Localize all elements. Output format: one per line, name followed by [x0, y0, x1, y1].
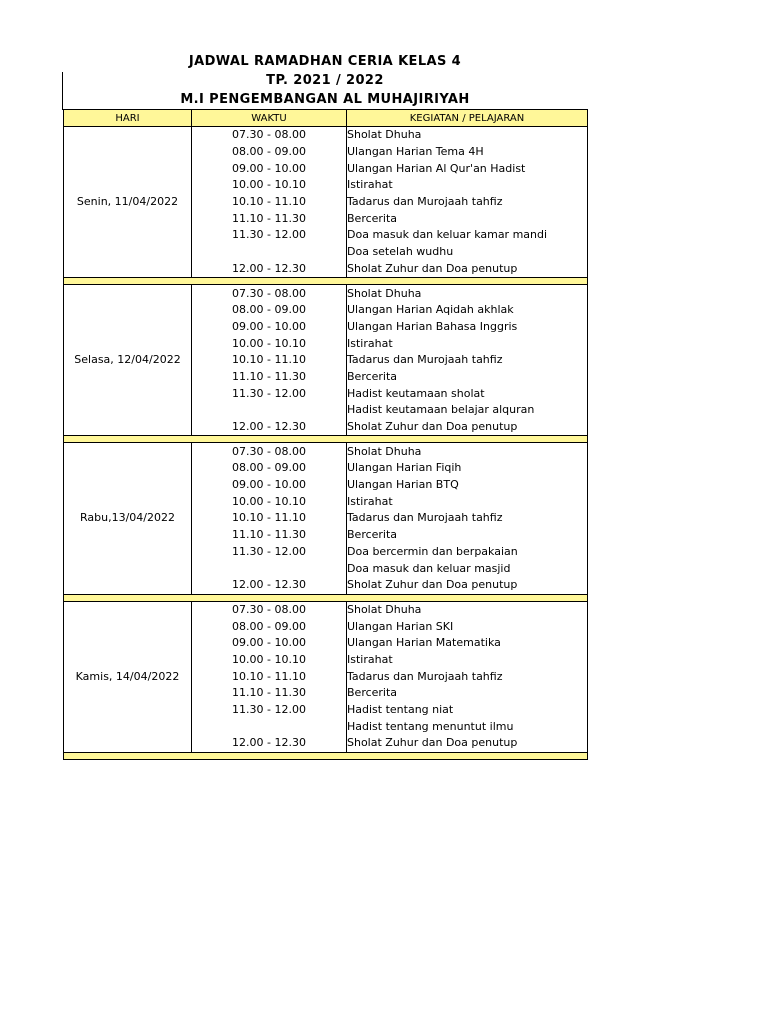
time-cell: 08.00 - 09.00 [192, 460, 347, 477]
table-header-row [64, 110, 588, 127]
time-cell: 07.30 - 08.00 [192, 127, 347, 144]
time-cell: 11.10 - 11.30 [192, 369, 347, 386]
activity-cell: Ulangan Harian Fiqih [347, 460, 588, 477]
activity-cell: Ulangan Harian Bahasa Inggris [347, 319, 588, 336]
time-cell: 09.00 - 10.00 [192, 635, 347, 652]
title-line-1: JADWAL RAMADHAN CERIA KELAS 4 [188, 54, 462, 69]
activity-cell: Istirahat [347, 335, 588, 352]
time-cell: 10.10 - 11.10 [192, 352, 347, 369]
activity-cell: Sholat Zuhur dan Doa penutup [347, 419, 588, 436]
activity-cell: Hadist keutamaan belajar alquran [347, 402, 588, 419]
activity-cell: Doa masuk dan keluar masjid [347, 560, 588, 577]
activity-cell: Tadarus dan Murojaah tahfiz [347, 352, 588, 369]
activity-cell: Ulangan Harian Matematika [347, 635, 588, 652]
time-cell [192, 244, 347, 261]
time-cell: 11.10 - 11.30 [192, 527, 347, 544]
activity-cell: Istirahat [347, 493, 588, 510]
day-separator-row [64, 436, 588, 443]
time-cell: 07.30 - 08.00 [192, 601, 347, 618]
time-cell: 12.00 - 12.30 [192, 577, 347, 594]
activity-cell: Doa masuk dan keluar kamar mandi [347, 227, 588, 244]
time-cell: 10.00 - 10.10 [192, 652, 347, 669]
title-line-2: TP. 2021 / 2022 [266, 73, 384, 88]
time-cell: 11.10 - 11.30 [192, 210, 347, 227]
column-header-kegiatan: KEGIATAN / PELAJARAN [347, 110, 588, 127]
activity-cell: Bercerita [347, 527, 588, 544]
activity-cell: Sholat Dhuha [347, 127, 588, 144]
time-cell: 09.00 - 10.00 [192, 319, 347, 336]
time-cell [192, 402, 347, 419]
time-cell: 07.30 - 08.00 [192, 285, 347, 302]
time-cell [192, 560, 347, 577]
title-line-3: M.I PENGEMBANGAN AL MUHAJIRIYAH [180, 92, 470, 107]
activity-cell: Sholat Dhuha [347, 285, 588, 302]
activity-cell: Ulangan Harian Aqidah akhlak [347, 302, 588, 319]
activity-cell: Bercerita [347, 369, 588, 386]
column-header-hari: HARI [64, 110, 192, 127]
activity-cell: Ulangan Harian Al Qur'an Hadist [347, 160, 588, 177]
time-cell: 11.30 - 12.00 [192, 702, 347, 719]
day-cell: Selasa, 12/04/2022 [64, 285, 192, 436]
activity-cell: Sholat Dhuha [347, 601, 588, 618]
table-row [64, 443, 588, 460]
separator-cell [64, 752, 588, 759]
activity-cell: Hadist keutamaan sholat [347, 385, 588, 402]
left-border-line [62, 72, 63, 110]
time-cell [192, 718, 347, 735]
time-cell: 10.00 - 10.10 [192, 335, 347, 352]
day-cell: Kamis, 14/04/2022 [64, 601, 192, 752]
time-cell: 11.30 - 12.00 [192, 544, 347, 561]
time-cell: 11.30 - 12.00 [192, 227, 347, 244]
activity-cell: Sholat Zuhur dan Doa penutup [347, 577, 588, 594]
schedule-table [63, 109, 588, 760]
time-cell: 08.00 - 09.00 [192, 302, 347, 319]
time-cell: 11.30 - 12.00 [192, 385, 347, 402]
time-cell: 12.00 - 12.30 [192, 735, 347, 752]
time-cell: 10.00 - 10.10 [192, 493, 347, 510]
activity-cell: Sholat Zuhur dan Doa penutup [347, 735, 588, 752]
activity-cell: Doa setelah wudhu [347, 244, 588, 261]
activity-cell: Tadarus dan Murojaah tahfiz [347, 668, 588, 685]
activity-cell: Ulangan Harian Tema 4H [347, 144, 588, 161]
day-separator-row [64, 278, 588, 285]
column-header-waktu: WAKTU [192, 110, 347, 127]
activity-cell: Hadist tentang niat [347, 702, 588, 719]
time-cell: 10.10 - 11.10 [192, 668, 347, 685]
time-cell: 10.00 - 10.10 [192, 177, 347, 194]
day-cell: Rabu,13/04/2022 [64, 443, 192, 594]
activity-cell: Ulangan Harian SKI [347, 618, 588, 635]
activity-cell: Sholat Dhuha [347, 443, 588, 460]
time-cell: 12.00 - 12.30 [192, 261, 347, 278]
time-cell: 09.00 - 10.00 [192, 160, 347, 177]
activity-cell: Tadarus dan Murojaah tahfiz [347, 510, 588, 527]
activity-cell: Bercerita [347, 685, 588, 702]
separator-cell [64, 278, 588, 285]
activity-cell: Doa bercermin dan berpakaian [347, 544, 588, 561]
activity-cell: Istirahat [347, 652, 588, 669]
activity-cell: Istirahat [347, 177, 588, 194]
activity-cell: Tadarus dan Murojaah tahfiz [347, 194, 588, 211]
day-separator-row [64, 594, 588, 601]
separator-cell [64, 594, 588, 601]
table-row [64, 285, 588, 302]
activity-cell: Hadist tentang menuntut ilmu [347, 718, 588, 735]
table-row [64, 127, 588, 144]
time-cell: 10.10 - 11.10 [192, 194, 347, 211]
activity-cell: Bercerita [347, 210, 588, 227]
document-title [64, 52, 586, 109]
time-cell: 09.00 - 10.00 [192, 477, 347, 494]
activity-cell: Ulangan Harian BTQ [347, 477, 588, 494]
day-cell: Senin, 11/04/2022 [64, 127, 192, 278]
time-cell: 10.10 - 11.10 [192, 510, 347, 527]
time-cell: 11.10 - 11.30 [192, 685, 347, 702]
activity-cell: Sholat Zuhur dan Doa penutup [347, 261, 588, 278]
time-cell: 07.30 - 08.00 [192, 443, 347, 460]
table-row [64, 601, 588, 618]
day-separator-row [64, 752, 588, 759]
time-cell: 08.00 - 09.00 [192, 618, 347, 635]
time-cell: 08.00 - 09.00 [192, 144, 347, 161]
time-cell: 12.00 - 12.30 [192, 419, 347, 436]
separator-cell [64, 436, 588, 443]
